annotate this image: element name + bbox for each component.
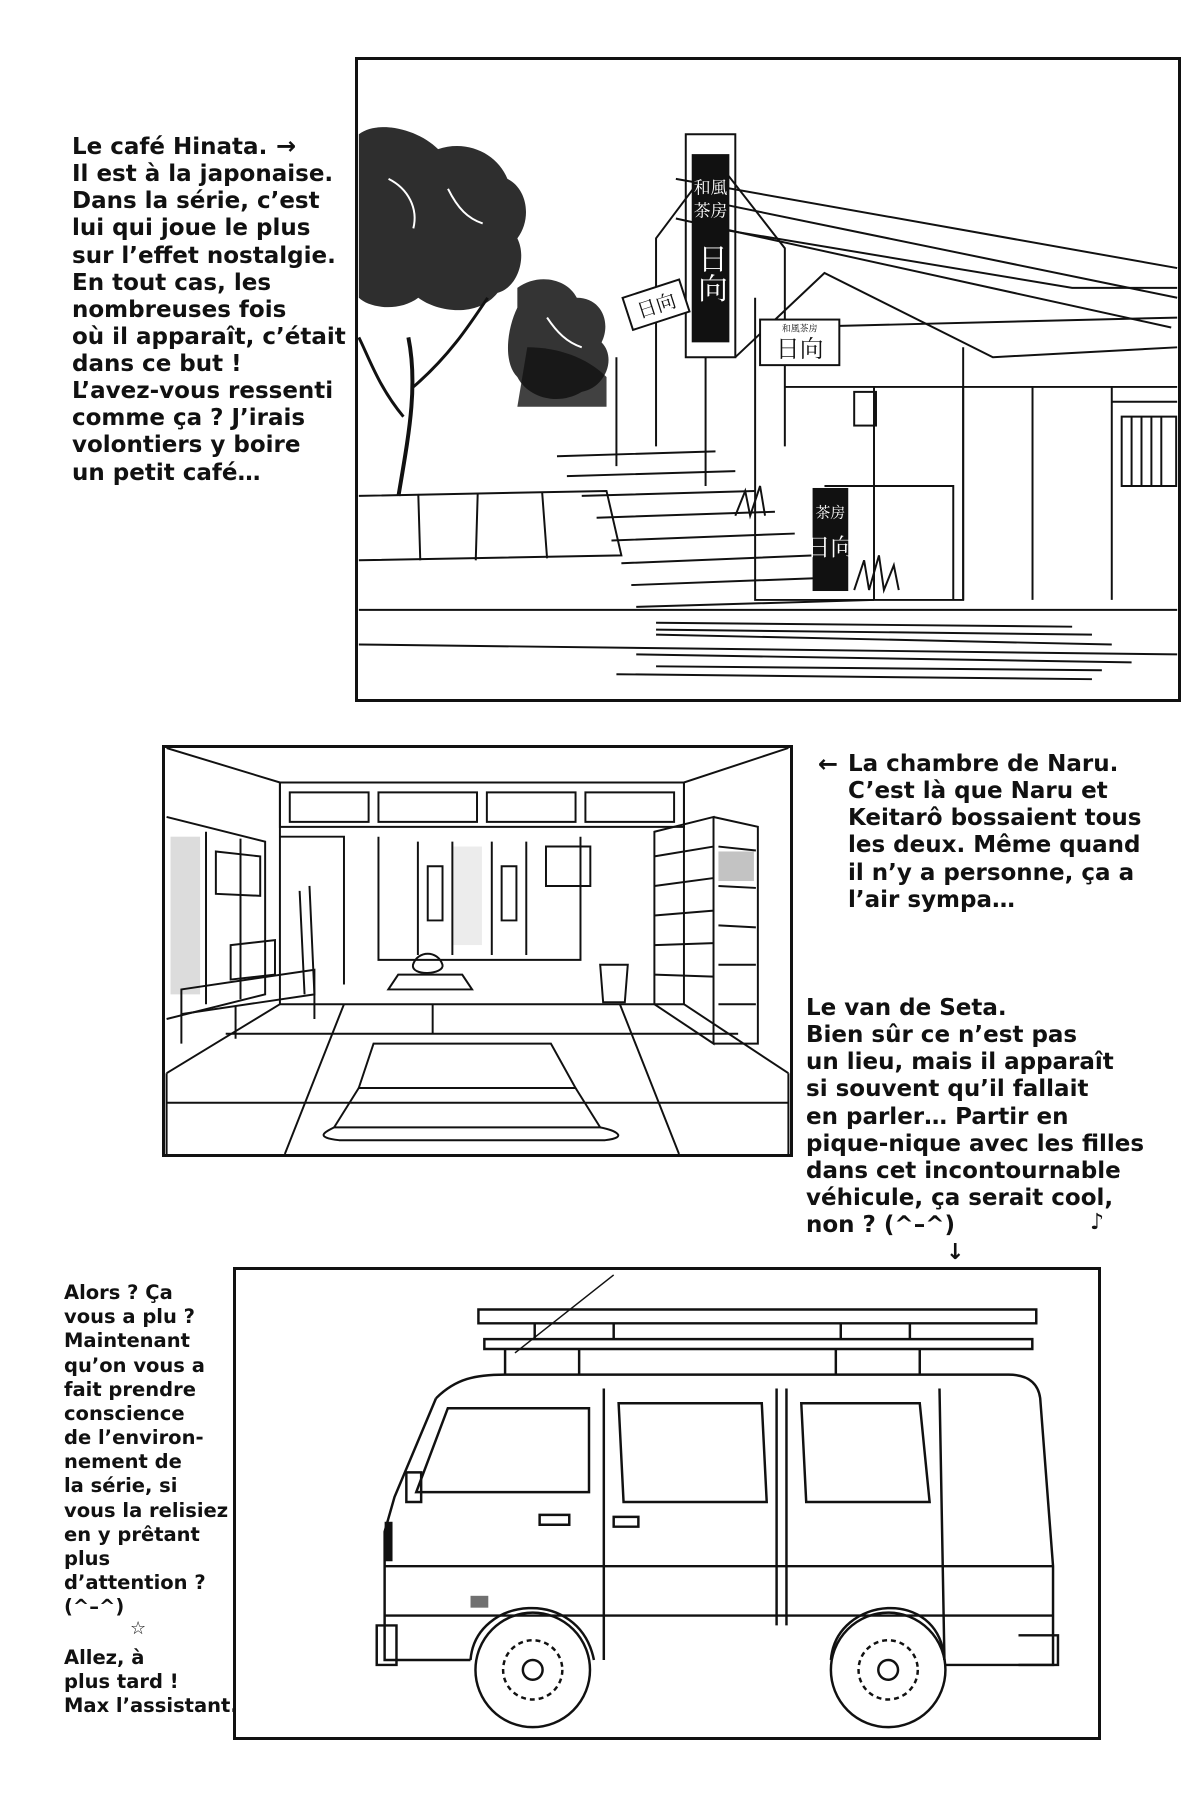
room-illustration xyxy=(165,748,790,1154)
sign-tall-main: 日向 xyxy=(693,243,729,303)
caption-van: Le van de Seta. Bien sûr ce n’est pas un lieu, mais il apparaît si souvent qu’il fallait en parler… Partir en pique-nique avec les filles dans cet incontournable véhicule, ça serait cool, non ? (^–^) xyxy=(806,995,1145,1238)
panel-seta-van xyxy=(233,1267,1101,1740)
caption-van-arrow: ↓ xyxy=(946,1240,965,1265)
sign-standing-main: 日向 xyxy=(806,533,855,562)
caption-closing: Alors ? Ça vous a plu ? Maintenant qu’on vous a fait prendre conscience de l’environ- nement de la série, si vous la relisiez en y prêtant plus d’attention ? (^–^) xyxy=(64,1281,229,1619)
sign-tall-top: 和風 xyxy=(693,177,728,198)
caption-room-arrow: ← xyxy=(818,750,839,778)
van-illustration xyxy=(236,1270,1098,1737)
sign-hanging: 日向 xyxy=(634,289,679,324)
caption-cafe-arrow: → xyxy=(276,132,297,160)
caption-cafe: Le café Hinata. Il est à la japonaise. Dans la série, c’est lui qui joue le plus sur l’effet nostalgie. En tout cas, les nombreuses fois où il apparaît, c’était dans ce but ! L’avez-vous ressenti comme ça ? J’irais volontiers y boire un petit café… xyxy=(72,134,346,486)
panel-cafe-hinata xyxy=(355,57,1181,702)
cafe-illustration xyxy=(358,60,1178,699)
sign-gate: 日向 xyxy=(775,335,824,364)
sign-standing-top: 茶房 xyxy=(815,503,846,522)
panel-naru-room xyxy=(162,745,793,1157)
caption-closing-star: ☆ xyxy=(130,1618,147,1639)
caption-van-note: ♪ xyxy=(1090,1210,1105,1235)
caption-room: La chambre de Naru. C’est là que Naru et Keitarô bossaient tous les deux. Même quand il n’y a personne, ça a l’air sympa… xyxy=(848,751,1142,913)
caption-signoff: Allez, à plus tard ! Max l’assistant. xyxy=(64,1646,238,1718)
sign-gate-small: 和風茶房 xyxy=(781,324,818,335)
sign-tall-top2: 茶房 xyxy=(693,200,728,221)
